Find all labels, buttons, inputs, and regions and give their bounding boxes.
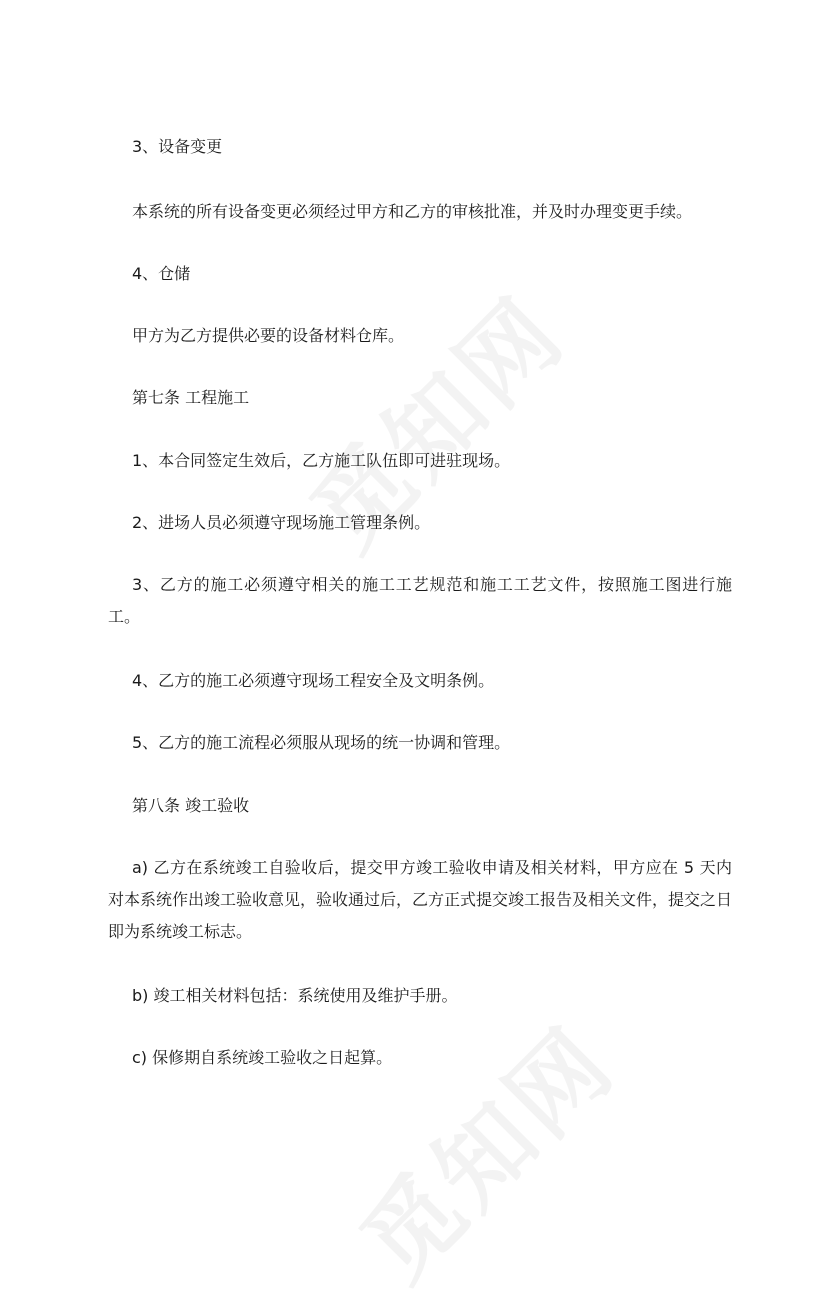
article-8-item-b: b) 竣工相关材料包括：系统使用及维护手册。	[132, 986, 458, 1005]
article-8-title: 第八条 竣工验收	[132, 796, 250, 815]
article-8-item-a: a) 乙方在系统竣工自验收后，提交甲方竣工验收申请及相关材料，甲方应在 5 天内对本系统作出竣工验收意见，验收通过后，乙方正式提交竣工报告及相关文件，提交之日即为系统竣工标志。	[108, 858, 733, 941]
section-heading-equipment-change: 3、设备变更	[132, 137, 223, 156]
paragraph-equipment-change: 本系统的所有设备变更必须经过甲方和乙方的审核批准，并及时办理变更手续。	[132, 202, 693, 221]
article-8-item-c: c) 保修期自系统竣工验收之日起算。	[132, 1048, 393, 1067]
article-7-item-1: 1、本合同签定生效后，乙方施工队伍即可进驻现场。	[132, 451, 511, 470]
article-7-item-3: 3、乙方的施工必须遵守相关的施工工艺规范和施工工艺文件，按照施工图进行施工。	[108, 575, 732, 626]
section-heading-storage: 4、仓储	[132, 264, 191, 283]
article-7-item-5: 5、乙方的施工流程必须服从现场的统一协调和管理。	[132, 733, 511, 752]
article-7-item-4: 4、乙方的施工必须遵守现场工程安全及文明条例。	[132, 671, 495, 690]
article-7-item-2: 2、进场人员必须遵守现场施工管理条例。	[132, 513, 431, 532]
paragraph-storage: 甲方为乙方提供必要的设备材料仓库。	[132, 326, 405, 345]
watermark	[326, 992, 639, 1305]
article-7-title: 第七条 工程施工	[132, 388, 250, 407]
